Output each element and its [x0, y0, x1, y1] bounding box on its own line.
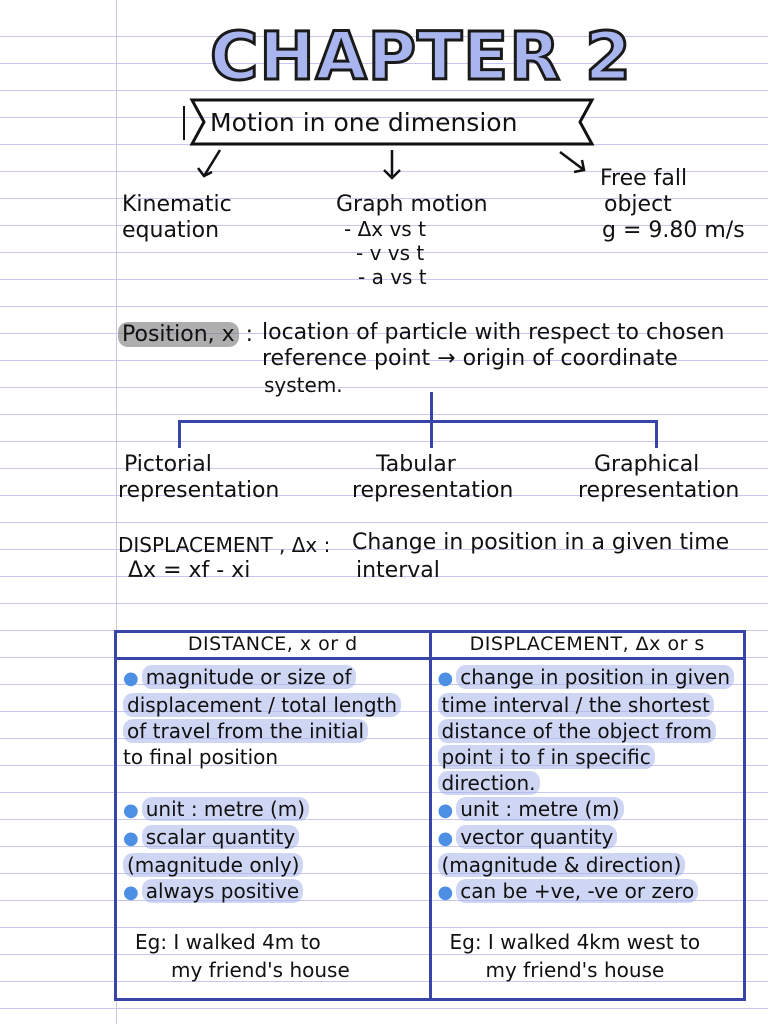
- distance-example-line2: my friend's house: [171, 958, 350, 982]
- distance-def-line: of travel from the initial: [123, 719, 368, 743]
- displacement-example-line2: my friend's house: [485, 958, 665, 982]
- displacement-example-line1: Eg: I walked 4km west to: [449, 930, 701, 954]
- distance-quantity: scalar quantity: [142, 825, 299, 849]
- displacement-quantity: vector quantity: [456, 825, 617, 849]
- displacement-sign: can be +ve, -ve or zero: [456, 879, 698, 903]
- distance-example: [135, 928, 350, 984]
- position-term: Position, x: [118, 322, 239, 347]
- graph-item: - v vs t: [356, 241, 425, 265]
- distance-cell: [116, 659, 431, 1000]
- distance-def-line: displacement / total length: [123, 693, 401, 717]
- branch-free-fall-line2: object: [604, 192, 672, 217]
- tree-branch: [178, 420, 658, 423]
- displacement-cell: [430, 659, 745, 1000]
- position-def-line3: system.: [264, 373, 343, 397]
- distance-def-line: magnitude or size of: [142, 665, 356, 689]
- displacement-quantity-note: (magnitude & direction): [438, 853, 686, 877]
- distance-definition: [123, 664, 425, 770]
- branch-kinematic-line1: Kinematic: [122, 192, 232, 217]
- bullet-icon: ●: [123, 882, 139, 903]
- rep-graphical-name: Graphical: [594, 452, 700, 477]
- displacement-def-line1: Change in position in a given time: [352, 530, 730, 555]
- distance-properties: [123, 796, 425, 906]
- distance-unit: unit : metre (m): [142, 797, 309, 821]
- rep-tabular-name: Tabular: [376, 452, 456, 477]
- bullet-icon: ●: [437, 800, 454, 821]
- table-header-distance: DISTANCE, x or d: [116, 632, 431, 659]
- distance-quantity-note: (magnitude only): [123, 853, 303, 877]
- bullet-icon: ●: [123, 828, 139, 849]
- tree-left-drop: [178, 420, 181, 448]
- distance-sign: always positive: [142, 879, 304, 903]
- displacement-def-line: direction.: [438, 771, 540, 795]
- displacement-example: [450, 928, 701, 984]
- branch-kinematic-line2: equation: [122, 218, 220, 243]
- graph-item: - Δx vs t: [344, 217, 426, 241]
- position-sep: :: [245, 322, 254, 347]
- branch-arrows: [180, 146, 620, 186]
- rep-graphical-word: representation: [578, 478, 740, 503]
- tree-right-drop: [655, 420, 658, 448]
- branch-free-fall-gravity: g = 9.80 m/s: [602, 218, 745, 243]
- branch-graph-motion: Graph motion: [336, 192, 488, 217]
- distance-example-line1: Eg: I walked 4m to: [135, 930, 321, 954]
- graph-item: - a vs t: [358, 265, 427, 289]
- displacement-properties: [438, 796, 740, 906]
- position-term-row: [118, 322, 253, 348]
- bullet-icon: ●: [437, 668, 454, 689]
- displacement-def-line: time interval / the shortest: [438, 693, 714, 717]
- displacement-definition: [438, 664, 740, 796]
- table-header-displacement: DISPLACEMENT, Δx or s: [430, 632, 745, 659]
- branch-free-fall-line1: Free fall: [600, 166, 688, 191]
- position-def-line2: reference point → origin of coordinate: [262, 346, 678, 371]
- displacement-def-line2: interval: [356, 558, 440, 583]
- displacement-def-line: distance of the object from: [438, 719, 716, 743]
- distance-def-line: to final position: [123, 745, 279, 769]
- rep-pictorial-name: Pictorial: [124, 452, 212, 477]
- chapter-title: CHAPTER 2: [210, 18, 632, 95]
- rep-pictorial-word: representation: [118, 478, 280, 503]
- rep-tabular-word: representation: [352, 478, 514, 503]
- position-def-line1: location of particle with respect to chosen: [262, 320, 725, 345]
- displacement-unit: unit : metre (m): [456, 797, 623, 821]
- chapter-subtitle: Motion in one dimension: [210, 108, 518, 137]
- displacement-def-line: change in position in given: [456, 665, 734, 689]
- bullet-icon: ●: [123, 800, 139, 821]
- bullet-icon: ●: [123, 668, 139, 689]
- displacement-formula: Δx = xf - xi: [128, 558, 251, 583]
- bullet-icon: ●: [437, 882, 454, 903]
- distance-displacement-table: [114, 630, 746, 1001]
- displacement-def-line: point i to f in specific: [438, 745, 655, 769]
- bullet-icon: ●: [437, 828, 454, 849]
- displacement-term: DISPLACEMENT , Δx :: [118, 533, 331, 557]
